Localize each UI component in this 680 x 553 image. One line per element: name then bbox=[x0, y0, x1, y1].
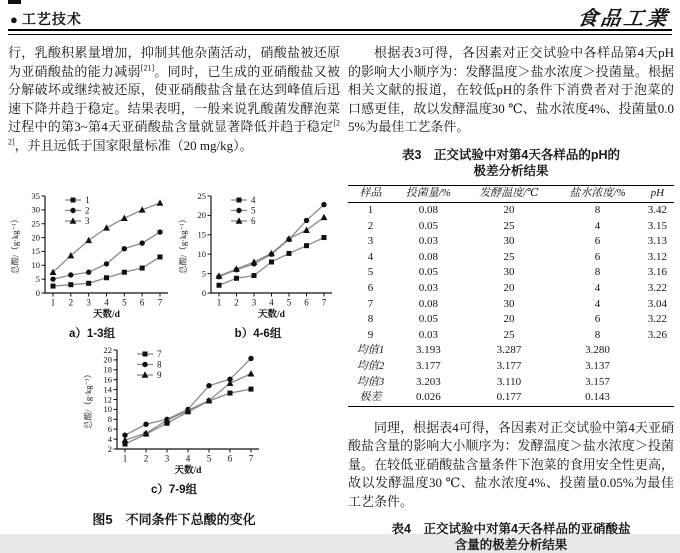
svg-text:2: 2 bbox=[143, 453, 149, 464]
line-chart-svg bbox=[176, 189, 340, 320]
svg-text:6: 6 bbox=[304, 297, 309, 308]
table-cell: 极差 bbox=[359, 391, 382, 404]
table-row bbox=[348, 297, 674, 313]
svg-text:6: 6 bbox=[139, 297, 145, 308]
column-header: 样品 bbox=[359, 187, 382, 199]
table-cell: 3.12 bbox=[647, 250, 667, 263]
table-cell: 5 bbox=[367, 266, 374, 279]
table-row bbox=[348, 219, 674, 235]
table-cell: 3.22 bbox=[647, 313, 667, 326]
figure5-caption: 图5 不同条件下总酸的变化 bbox=[92, 512, 256, 527]
svg-text:10: 10 bbox=[103, 404, 112, 415]
svg-text:5: 5 bbox=[206, 453, 212, 464]
table3 bbox=[348, 185, 674, 407]
table-cell: 0.05 bbox=[418, 313, 438, 326]
svg-text:5: 5 bbox=[35, 273, 40, 284]
table-header-row bbox=[348, 185, 674, 203]
table3-title-line2: 极差分析结果 bbox=[473, 163, 549, 178]
table-cell: 3.280 bbox=[585, 344, 610, 357]
table-cell: 30 bbox=[503, 297, 515, 310]
table-row bbox=[348, 312, 674, 328]
svg-text:总酸/（g·kg⁻¹）: 总酸/（g·kg⁻¹） bbox=[10, 215, 20, 274]
svg-text:4: 4 bbox=[107, 433, 112, 444]
chart-b-caption: b）4-6组 bbox=[234, 328, 282, 340]
table-cell: 均值3 bbox=[356, 375, 385, 388]
column-header: pH bbox=[650, 187, 665, 199]
svg-text:7: 7 bbox=[157, 297, 163, 308]
svg-text:10: 10 bbox=[197, 249, 206, 259]
svg-text:22: 22 bbox=[103, 344, 112, 355]
table-cell: 3.26 bbox=[647, 328, 667, 341]
table-cell: 0.03 bbox=[418, 328, 438, 341]
table-cell bbox=[641, 375, 674, 391]
svg-text:4: 4 bbox=[251, 195, 256, 205]
table-cell: 均值1 bbox=[356, 344, 385, 357]
table-cell: 25 bbox=[503, 328, 515, 341]
svg-text:2: 2 bbox=[85, 205, 90, 216]
table4-title-line1: 表4 正交试验中对第4天各样品的亚硝酸盐 bbox=[391, 522, 631, 537]
table-cell: 3.157 bbox=[585, 375, 610, 388]
body-paragraph: 行，乳酸积累量增加，抑制其他杂菌活动，硝酸盐被还原为亚硝酸盐的能力减弱[21]。同时，已生成的亚硝酸盐又被分解破坏或继续被还原，使亚硝酸盐含量在达到峰值后迅速下降并趋于稳定。结果表明，一般来说乳酸菌发酵泡菜过程中的第3~第4天亚硝酸盐含量就显著降低并趋于稳定[22]，并且远低于国家限量标准（20 mg/kg）。 bbox=[8, 45, 340, 153]
svg-text:5: 5 bbox=[286, 297, 292, 308]
corner-mark bbox=[8, 0, 21, 4]
table-cell: 8 bbox=[367, 313, 374, 326]
chart-c-canvas bbox=[81, 343, 267, 481]
table-cell: 3.137 bbox=[585, 360, 610, 373]
svg-text:2: 2 bbox=[234, 297, 239, 308]
chart-a-canvas bbox=[8, 189, 176, 325]
table-cell: 0.05 bbox=[418, 266, 438, 279]
table-cell: 20 bbox=[503, 313, 515, 326]
chart-groups-1-3 bbox=[8, 189, 176, 341]
table-cell: 1 bbox=[367, 204, 374, 217]
table-cell: 4 bbox=[367, 250, 374, 263]
line-chart-svg bbox=[8, 189, 176, 320]
table-cell: 3.15 bbox=[647, 219, 667, 232]
table-cell bbox=[641, 390, 674, 406]
section-label: 工艺技术 bbox=[21, 11, 82, 27]
table3-title-line1: 表3 正交试验中对第4天各样品的pH的 bbox=[401, 147, 621, 162]
chart-a-caption: a）1-3组 bbox=[68, 328, 116, 340]
line-chart-svg bbox=[81, 343, 267, 476]
table-cell: 3.13 bbox=[647, 235, 667, 248]
svg-text:4: 4 bbox=[104, 297, 109, 308]
svg-text:3: 3 bbox=[86, 297, 91, 308]
chart-c-caption: c）7-9组 bbox=[150, 484, 198, 496]
table-cell: 0.177 bbox=[496, 391, 522, 404]
table-cell: 9 bbox=[367, 328, 374, 341]
table-cell: 0.143 bbox=[585, 391, 610, 404]
table-cell: 4 bbox=[594, 297, 601, 310]
table-cell: 3.04 bbox=[647, 297, 667, 310]
svg-text:7: 7 bbox=[248, 453, 254, 464]
table-cell: 7 bbox=[367, 297, 374, 310]
table-cell: 0.03 bbox=[418, 235, 438, 248]
table-cell: 3.22 bbox=[647, 282, 667, 295]
charts-row bbox=[8, 189, 340, 341]
svg-text:20: 20 bbox=[31, 232, 40, 243]
table4-title-line2: 含量的极差分析结果 bbox=[454, 538, 568, 553]
table-cell: 3.193 bbox=[415, 344, 441, 357]
svg-text:3: 3 bbox=[85, 216, 90, 226]
table-cell: 0.08 bbox=[418, 204, 438, 217]
right-column bbox=[348, 38, 674, 553]
table-cell: 6 bbox=[594, 250, 601, 263]
table-cell: 4 bbox=[594, 219, 601, 232]
svg-text:2: 2 bbox=[68, 297, 74, 308]
svg-text:7: 7 bbox=[157, 349, 162, 359]
table-cell: 0.026 bbox=[415, 391, 441, 404]
table-cell: 20 bbox=[503, 282, 515, 295]
table-cell: 3.177 bbox=[415, 360, 441, 373]
chart-c-wrap bbox=[8, 343, 340, 497]
svg-text:2: 2 bbox=[107, 443, 112, 454]
table-row bbox=[348, 265, 674, 281]
svg-text:12: 12 bbox=[103, 394, 112, 405]
svg-text:0: 0 bbox=[201, 287, 206, 298]
svg-text:天数/d: 天数/d bbox=[258, 310, 285, 320]
svg-text:20: 20 bbox=[197, 210, 206, 221]
table-cell: 3.110 bbox=[496, 375, 522, 388]
svg-text:总酸/（g·kg⁻¹）: 总酸/（g·kg⁻¹） bbox=[178, 215, 188, 274]
svg-text:6: 6 bbox=[107, 424, 112, 434]
table-cell bbox=[641, 359, 674, 375]
table-cell: 6 bbox=[367, 282, 374, 295]
table-cell: 0.05 bbox=[418, 219, 438, 232]
table-cell: 0.08 bbox=[418, 250, 438, 263]
svg-text:3: 3 bbox=[251, 297, 257, 308]
section-header bbox=[10, 9, 82, 29]
table-cell: 3 bbox=[367, 235, 374, 248]
table-cell: 8 bbox=[594, 204, 601, 217]
svg-text:5: 5 bbox=[122, 297, 127, 308]
svg-text:6: 6 bbox=[251, 216, 256, 226]
table-cell bbox=[641, 343, 674, 359]
chart-b-canvas bbox=[176, 189, 340, 325]
table-cell: 20 bbox=[503, 204, 515, 217]
table-row bbox=[348, 250, 674, 266]
table-cell: 8 bbox=[594, 266, 601, 279]
table-cell: 3.16 bbox=[647, 266, 667, 279]
table-cell: 2 bbox=[367, 219, 374, 232]
svg-text:5: 5 bbox=[251, 205, 256, 216]
chart-groups-4-6 bbox=[176, 189, 340, 341]
svg-text:3: 3 bbox=[164, 453, 170, 464]
body-paragraph: 根据表3可得，各因素对正交试验中各样品第4天pH的影响大小顺序为：发酵温度＞盐水浓度＞投菌量。根据相关文献的报道，在较低pH的条件下消费者对于泡菜的口感更佳，故以发酵温度30 ℃、盐水浓度4%、投菌量0.05%为最佳工艺条件。 bbox=[348, 45, 674, 134]
table-cell: 4 bbox=[594, 282, 601, 295]
svg-text:35: 35 bbox=[31, 190, 40, 201]
left-column bbox=[8, 38, 340, 528]
table-row bbox=[348, 343, 674, 359]
table-cell: 3.177 bbox=[496, 360, 522, 373]
table-cell: 25 bbox=[503, 219, 515, 232]
table3-title bbox=[348, 147, 674, 179]
table-cell: 3.42 bbox=[647, 204, 667, 217]
table-cell: 6 bbox=[594, 313, 601, 326]
table-cell: 0.08 bbox=[418, 297, 438, 310]
table-cell: 25 bbox=[503, 250, 515, 263]
svg-text:18: 18 bbox=[103, 364, 112, 375]
svg-text:1: 1 bbox=[85, 195, 90, 205]
svg-text:0: 0 bbox=[35, 287, 40, 298]
table-row bbox=[348, 234, 674, 250]
svg-text:25: 25 bbox=[31, 218, 40, 229]
svg-text:15: 15 bbox=[31, 246, 40, 257]
table-row bbox=[348, 328, 674, 344]
svg-text:总酸/（g·kg⁻¹）: 总酸/（g·kg⁻¹） bbox=[83, 370, 93, 429]
svg-text:8: 8 bbox=[107, 414, 112, 425]
svg-text:15: 15 bbox=[197, 229, 206, 240]
table-row bbox=[348, 359, 674, 375]
svg-text:5: 5 bbox=[201, 268, 206, 279]
journal-logo: 食品工業 bbox=[576, 8, 672, 30]
svg-text:1: 1 bbox=[216, 297, 222, 308]
svg-text:1: 1 bbox=[122, 453, 128, 464]
table-row bbox=[348, 203, 674, 219]
header-rule bbox=[8, 29, 672, 35]
table-cell: 8 bbox=[594, 328, 601, 341]
svg-text:7: 7 bbox=[321, 297, 327, 308]
svg-text:25: 25 bbox=[197, 190, 206, 201]
body-paragraph: 同理，根据表4可得，各因素对正交试验中第4天亚硝酸盐含量的影响大小顺序为：发酵温度＞盐水浓度＞投菌量。在较低亚硝酸盐含量条件下泡菜的食用安全性更高，故以发酵温度30 ℃、盐水浓度4%、投菌量0.05%为最佳工艺条件。 bbox=[348, 419, 674, 509]
svg-text:10: 10 bbox=[31, 260, 40, 271]
table4-title bbox=[348, 521, 674, 553]
table-cell: 均值2 bbox=[356, 360, 385, 373]
svg-text:1: 1 bbox=[50, 297, 56, 308]
svg-text:9: 9 bbox=[157, 370, 162, 380]
column-header: 投菌量/% bbox=[405, 187, 451, 199]
svg-text:天数/d: 天数/d bbox=[93, 310, 120, 320]
svg-text:天数/d: 天数/d bbox=[174, 466, 202, 476]
svg-text:20: 20 bbox=[103, 354, 112, 365]
table-cell: 6 bbox=[594, 235, 601, 248]
table-row bbox=[348, 375, 674, 391]
svg-text:14: 14 bbox=[103, 384, 112, 395]
table-cell: 30 bbox=[503, 266, 515, 279]
svg-text:6: 6 bbox=[227, 453, 233, 464]
table-cell: 3.203 bbox=[415, 375, 441, 388]
column-header: 盐水浓度/% bbox=[569, 187, 626, 199]
table-row bbox=[348, 390, 674, 406]
svg-text:4: 4 bbox=[185, 453, 191, 464]
column-header: 发酵温度/℃ bbox=[479, 187, 539, 199]
bullet-icon: ● bbox=[10, 12, 19, 27]
table-cell: 30 bbox=[503, 235, 515, 248]
table-cell: 3.287 bbox=[496, 344, 522, 357]
svg-text:30: 30 bbox=[31, 204, 40, 215]
table-cell: 0.03 bbox=[418, 282, 438, 295]
svg-text:8: 8 bbox=[157, 359, 162, 370]
svg-text:4: 4 bbox=[269, 297, 274, 308]
table-row bbox=[348, 281, 674, 297]
chart-groups-7-9 bbox=[81, 343, 267, 497]
svg-text:16: 16 bbox=[103, 374, 112, 385]
